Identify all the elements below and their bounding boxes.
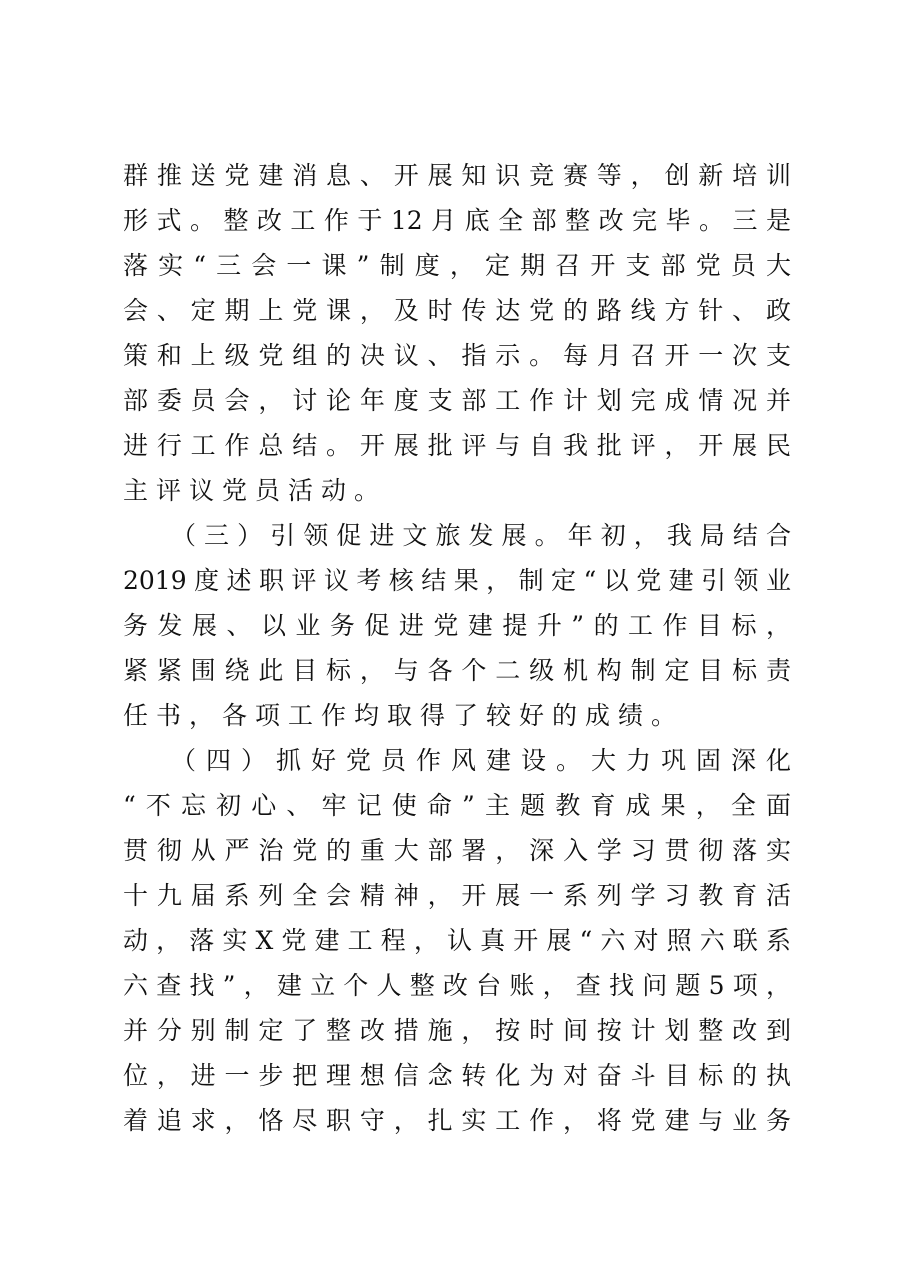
text-line: 落实“三会一课”制度，定期召开支部党员大 [123,251,791,280]
text-line: 动，落实X党建工程，认真开展“六对照六联系 [123,926,791,955]
text-line: 进行工作总结。开展批评与自我批评，开展民 [123,431,791,460]
text-line: 紧紧围绕此目标，与各个二级机构制定目标责 [123,656,791,685]
text-line: 群推送党建消息、开展知识竞赛等，创新培训 [123,161,791,190]
text-line: 任书，各项工作均取得了较好的成绩。 [123,701,685,730]
section-heading-line: （四）抓好党员作风建设。大力巩固深化 [171,746,791,775]
text-line: 主评议党员活动。 [123,476,388,505]
text-line: 2019度述职评议考核结果，制定“以党建引领业 [123,566,791,595]
text-line: 策和上级党组的决议、指示。每月召开一次支 [123,341,791,370]
text-line: 位，进一步把理想信念转化为对奋斗目标的执 [123,1061,791,1090]
text-line: 部委员会，讨论年度支部工作计划完成情况并 [123,386,791,415]
text-line: 六查找”，建立个人整改台账，查找问题5项， [123,971,791,1000]
text-line: “不忘初心、牢记使命”主题教育成果，全面 [123,791,791,820]
text-line: 贯彻从严治党的重大部署，深入学习贯彻落实 [123,836,791,865]
text-line: 形式。整改工作于12月底全部整改完毕。三是 [123,206,791,235]
text-line: 务发展、以业务促进党建提升”的工作目标， [123,611,791,640]
text-line: 会、定期上党课，及时传达党的路线方针、政 [123,296,791,325]
text-line: 着追求，恪尽职守，扎实工作，将党建与业务 [123,1106,791,1135]
body-text [123,153,791,1143]
text-line: 并分别制定了整改措施，按时间按计划整改到 [123,1016,791,1045]
section-heading-line: （三）引领促进文旅发展。年初，我局结合 [171,521,791,550]
text-line: 十九届系列全会精神，开展一系列学习教育活 [123,881,791,910]
